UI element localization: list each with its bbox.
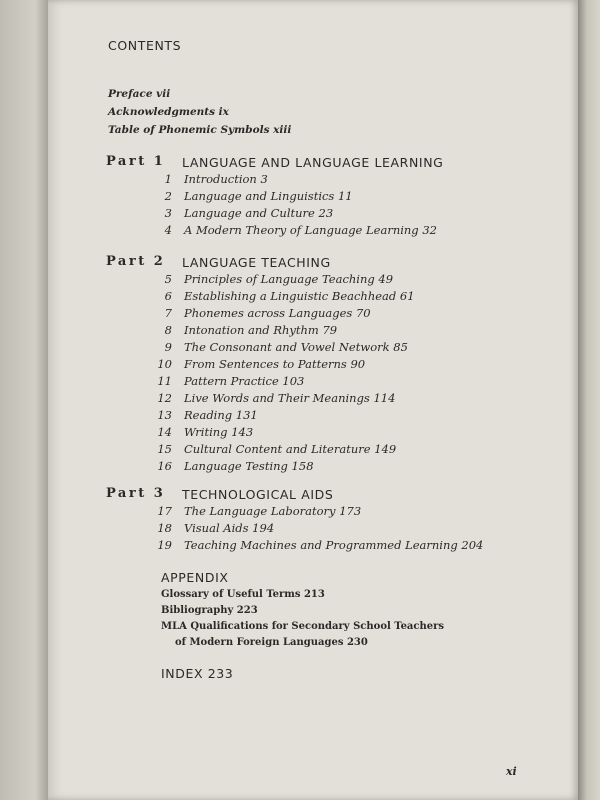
chapter-title: Visual Aids 194 xyxy=(184,521,275,535)
chapter-title: From Sentences to Patterns 90 xyxy=(184,357,366,371)
chapter-title: Principles of Language Teaching 49 xyxy=(184,272,394,286)
chapter-title: Language Testing 158 xyxy=(184,459,314,473)
chapter-title: Writing 143 xyxy=(184,425,254,439)
chapter-title: The Consonant and Vowel Network 85 xyxy=(184,340,408,354)
part-1-label: Part 1 xyxy=(106,154,166,169)
chapter-number: 17 xyxy=(157,504,172,518)
chapter-title: Live Words and Their Meanings 114 xyxy=(184,391,396,405)
front-matter-acknowledgments: Acknowledgments ix xyxy=(108,106,229,118)
chapter-title: Language and Linguistics 11 xyxy=(184,189,353,203)
appendix-item-mla-qualifications-cont: of Modern Foreign Languages 230 xyxy=(175,637,368,648)
background-right-edge xyxy=(578,0,600,800)
chapter-title: Pattern Practice 103 xyxy=(184,374,305,388)
chapter-number: 19 xyxy=(157,538,172,552)
chapter-title: Phonemes across Languages 70 xyxy=(184,306,371,320)
front-matter-preface: Preface vii xyxy=(108,88,171,100)
appendix-item-mla-qualifications: MLA Qualifications for Secondary School Teachers xyxy=(161,621,445,632)
front-matter-phonemic-symbols: Table of Phonemic Symbols xiii xyxy=(108,124,292,136)
chapter-title: Introduction 3 xyxy=(184,172,268,186)
chapter-title: A Modern Theory of Language Learning 32 xyxy=(184,223,437,237)
chapter-title: The Language Laboratory 173 xyxy=(184,504,362,518)
part-2-title: LANGUAGE TEACHING xyxy=(182,255,331,270)
index-heading: INDEX 233 xyxy=(161,666,234,681)
chapter-number: 1 xyxy=(164,172,172,186)
appendix-heading: APPENDIX xyxy=(161,570,229,585)
chapter-title: Intonation and Rhythm 79 xyxy=(184,323,338,337)
contents-heading: CONTENTS xyxy=(108,38,182,53)
chapter-number: 6 xyxy=(164,289,172,303)
book-page xyxy=(48,0,578,800)
chapter-title: Teaching Machines and Programmed Learning 204 xyxy=(184,538,484,552)
part-3-label: Part 3 xyxy=(106,486,166,501)
chapter-number: 15 xyxy=(157,442,172,456)
chapter-number: 11 xyxy=(157,374,172,388)
page-folio: xi xyxy=(506,765,517,778)
chapter-title: Language and Culture 23 xyxy=(184,206,334,220)
part-1-title: LANGUAGE AND LANGUAGE LEARNING xyxy=(182,155,444,170)
chapter-number: 5 xyxy=(164,272,172,286)
chapter-number: 10 xyxy=(157,357,172,371)
appendix-item-bibliography: Bibliography 223 xyxy=(161,605,258,616)
appendix-item-glossary: Glossary of Useful Terms 213 xyxy=(161,589,325,600)
chapter-number: 2 xyxy=(164,189,172,203)
chapter-number: 13 xyxy=(157,408,172,422)
chapter-number: 12 xyxy=(157,391,172,405)
chapter-number: 8 xyxy=(164,323,172,337)
background-left-edge xyxy=(0,0,50,800)
chapter-title: Establishing a Linguistic Beachhead 61 xyxy=(184,289,415,303)
chapter-title: Reading 131 xyxy=(184,408,258,422)
chapter-number: 3 xyxy=(164,206,172,220)
chapter-number: 9 xyxy=(164,340,172,354)
chapter-number: 16 xyxy=(157,459,172,473)
part-2-label: Part 2 xyxy=(106,254,166,269)
chapter-number: 7 xyxy=(164,306,172,320)
chapter-number: 18 xyxy=(157,521,172,535)
chapter-number: 14 xyxy=(157,425,172,439)
part-3-title: TECHNOLOGICAL AIDS xyxy=(182,487,334,502)
chapter-number: 4 xyxy=(164,223,172,237)
chapter-title: Cultural Content and Literature 149 xyxy=(184,442,397,456)
